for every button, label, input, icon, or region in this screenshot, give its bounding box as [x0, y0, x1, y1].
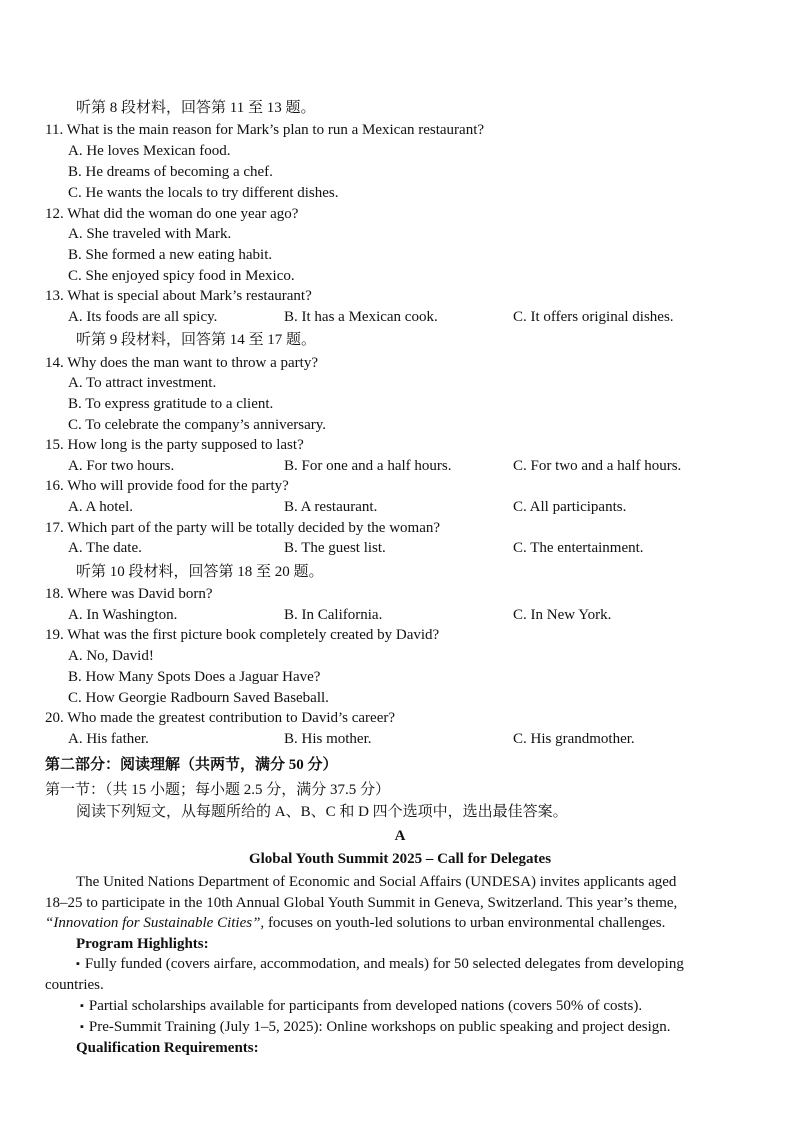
- section-instruction: 听第 9 段材料，回答第 14 至 17 题。: [76, 332, 317, 348]
- option-a: A. To attract investment.: [68, 375, 217, 391]
- reading-instruction: 阅读下列短文，从每题所给的 A、B、C 和 D 四个选项中，选出最佳答案。: [76, 804, 568, 820]
- question-stem: 14. Why does the man want to throw a party?: [45, 355, 318, 371]
- option-a: A. His father.: [68, 731, 149, 747]
- qualification-heading: Qualification Requirements:: [76, 1040, 259, 1056]
- option-a: A. A hotel.: [68, 499, 134, 515]
- passage-title: Global Youth Summit 2025 – Call for Delegates: [248, 851, 552, 867]
- option-c: C. In New York.: [513, 607, 612, 623]
- question-stem: 18. Where was David born?: [45, 586, 213, 602]
- part-heading: 第二部分：阅读理解（共两节，满分 50 分）: [45, 757, 338, 773]
- option-c: C. His grandmother.: [513, 731, 635, 747]
- theme-text: “Innovation for Sustainable Cities”,: [45, 915, 265, 931]
- question-stem: 17. Which part of the party will be totally decided by the woman?: [45, 520, 441, 536]
- option-a: A. She traveled with Mark.: [68, 226, 232, 242]
- option-b: B. A restaurant.: [284, 499, 378, 515]
- option-c: C. How Georgie Radbourn Saved Baseball.: [68, 690, 329, 706]
- option-b: B. He dreams of becoming a chef.: [68, 164, 273, 180]
- highlight-item: ▪ Fully funded (covers airfare, accommodation, and meals) for 50 selected delegates from developing: [76, 955, 684, 973]
- option-a: A. Its foods are all spicy.: [68, 309, 218, 325]
- section-heading: 第一节：（共 15 小题；每小题 2.5 分，满分 37.5 分）: [45, 782, 391, 798]
- question-stem: 12. What did the woman do one year ago?: [45, 206, 299, 222]
- question-stem: 20. Who made the greatest contribution to David’s career?: [45, 710, 396, 726]
- option-c: C. To celebrate the company’s anniversary.: [68, 417, 327, 433]
- option-a: A. For two hours.: [68, 458, 175, 474]
- option-b: B. For one and a half hours.: [284, 458, 452, 474]
- option-a: A. No, David!: [68, 648, 154, 664]
- option-b: B. It has a Mexican cook.: [284, 309, 438, 325]
- option-c: C. For two and a half hours.: [513, 458, 682, 474]
- question-stem: 13. What is special about Mark’s restaurant?: [45, 288, 312, 304]
- option-a: A. In Washington.: [68, 607, 178, 623]
- option-b: B. His mother.: [284, 731, 372, 747]
- option-c: C. He wants the locals to try different dishes.: [68, 185, 339, 201]
- question-stem: 19. What was the first picture book completely created by David?: [45, 627, 440, 643]
- question-stem: 16. Who will provide food for the party?: [45, 478, 289, 494]
- option-b: B. The guest list.: [284, 540, 386, 556]
- option-c: C. All participants.: [513, 499, 627, 515]
- option-c: C. She enjoyed spicy food in Mexico.: [68, 268, 295, 284]
- option-b: B. In California.: [284, 607, 383, 623]
- option-b: B. To express gratitude to a client.: [68, 396, 274, 412]
- question-stem: 15. How long is the party supposed to last?: [45, 437, 304, 453]
- question-stem: 11. What is the main reason for Mark’s plan to run a Mexican restaurant?: [45, 122, 485, 138]
- section-instruction: 听第 10 段材料，回答第 18 至 20 题。: [76, 564, 324, 580]
- passage-label: A: [394, 828, 406, 844]
- option-a: A. He loves Mexican food.: [68, 143, 231, 159]
- option-b: B. How Many Spots Does a Jaguar Have?: [68, 669, 321, 685]
- highlight-item: ▪ Partial scholarships available for participants from developed nations (covers 50% of costs).: [80, 997, 642, 1015]
- highlight-item: ▪ Pre-Summit Training (July 1–5, 2025): Online workshops on public speaking and project design.: [80, 1018, 671, 1036]
- section-instruction: 听第 8 段材料，回答第 11 至 13 题。: [76, 100, 316, 116]
- passage-text: 18–25 to participate in the 10th Annual Global Youth Summit in Geneva, Switzerland. This year’s theme,: [45, 895, 678, 911]
- highlight-item-cont: countries.: [45, 977, 104, 993]
- option-a: A. The date.: [68, 540, 142, 556]
- highlights-heading: Program Highlights:: [76, 936, 209, 952]
- passage-text-rest: focuses on youth-led solutions to urban environmental challenges.: [264, 915, 666, 931]
- option-b: B. She formed a new eating habit.: [68, 247, 273, 263]
- option-c: C. It offers original dishes.: [513, 309, 674, 325]
- passage-text: [45, 914, 665, 932]
- option-c: C. The entertainment.: [513, 540, 644, 556]
- passage-text: The United Nations Department of Economic and Social Affairs (UNDESA) invites applicants aged: [76, 874, 677, 890]
